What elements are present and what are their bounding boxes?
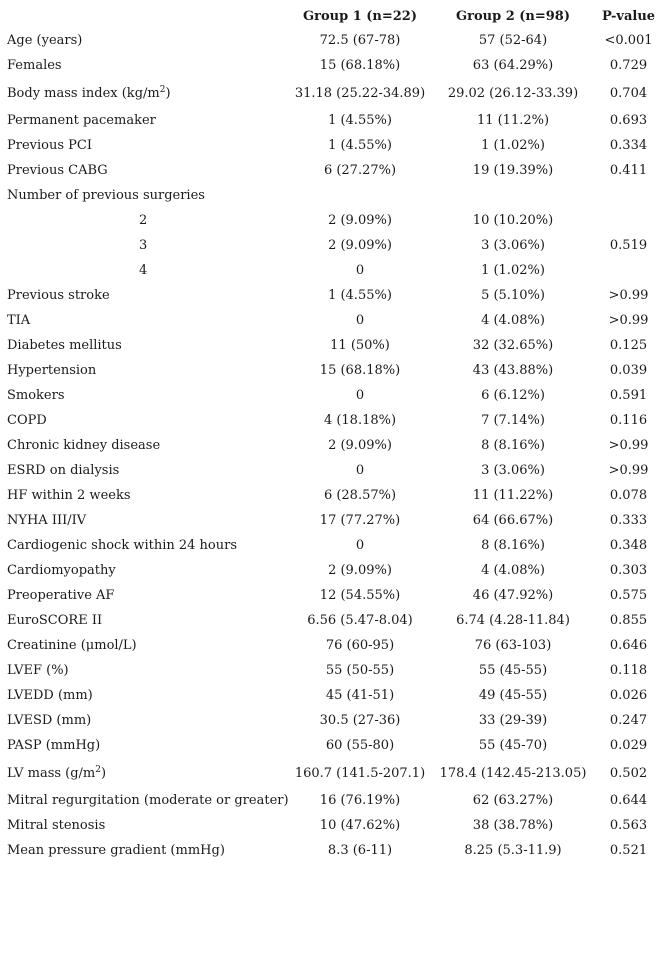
group2-value: 4 (4.08%)	[481, 563, 545, 578]
p-value	[591, 183, 666, 208]
baseline-characteristics-table	[2, 4, 666, 863]
group1-value: 15 (68.18%)	[319, 363, 401, 378]
table-row	[2, 233, 666, 258]
group1-value: 60 (55-80)	[325, 738, 395, 753]
table-row	[2, 308, 666, 333]
table-row	[2, 838, 666, 863]
p-value: 0.591	[609, 388, 648, 403]
row-label: LVESD (mm)	[7, 713, 92, 728]
group2-value: 5 (5.10%)	[481, 288, 545, 303]
table-row	[2, 108, 666, 133]
group1-value: 10 (47.62%)	[319, 818, 401, 833]
group2-value: 10 (10.20%)	[472, 213, 554, 228]
row-label-text: LV mass (g/m	[7, 765, 96, 781]
table-row	[2, 383, 666, 408]
group2-value: 6 (6.12%)	[481, 388, 545, 403]
group1-value: 2 (9.09%)	[328, 438, 392, 453]
row-label: Mitral stenosis	[7, 818, 106, 833]
group2-value: 63 (64.29%)	[472, 58, 554, 73]
group1-value: 0	[355, 388, 365, 403]
row-label	[2, 758, 285, 788]
group2-value: 6.74 (4.28-11.84)	[456, 613, 570, 628]
p-value: 0.116	[609, 413, 648, 428]
group1-value: 160.7 (141.5-207.1)	[294, 765, 426, 781]
group2-value: 38 (38.78%)	[472, 818, 554, 833]
table-row	[2, 583, 666, 608]
row-label: Cardiomyopathy	[7, 563, 116, 578]
table-row	[2, 333, 666, 358]
group2-value: 8 (8.16%)	[481, 438, 545, 453]
row-label: Mitral regurgitation (moderate or greater)	[7, 793, 289, 808]
group1-value: 0	[355, 538, 365, 553]
row-label: Previous CABG	[7, 163, 108, 178]
group1-value: 0	[355, 263, 365, 278]
table-row	[2, 458, 666, 483]
group1-value: 2 (9.09%)	[328, 238, 392, 253]
table-row	[2, 133, 666, 158]
p-value: 0.693	[609, 113, 648, 128]
row-label: NYHA III/IV	[7, 513, 87, 528]
p-value: 0.563	[609, 818, 648, 833]
row-label: HF within 2 weeks	[7, 488, 131, 503]
p-value: 0.644	[609, 793, 648, 808]
group2-value: 43 (43.88%)	[472, 363, 554, 378]
group2-value: 178.4 (142.45-213.05)	[439, 765, 587, 781]
group1-value: 16 (76.19%)	[319, 793, 401, 808]
row-label: Diabetes mellitus	[7, 338, 122, 353]
row-label: Mean pressure gradient (mmHg)	[7, 843, 225, 858]
row-label-superscript: 2	[95, 764, 101, 775]
p-value: 0.039	[609, 363, 648, 378]
row-label: COPD	[7, 413, 47, 428]
group2-value: 57 (52-64)	[478, 33, 548, 48]
table-row	[2, 633, 666, 658]
table-row	[2, 28, 666, 53]
p-value: >0.99	[608, 313, 649, 328]
group1-value: 2 (9.09%)	[328, 213, 392, 228]
row-label-end: )	[101, 765, 107, 781]
table-row	[2, 258, 666, 283]
group1-value: 1 (4.55%)	[328, 113, 392, 128]
group2-value: 55 (45-55)	[478, 663, 548, 678]
p-value: >0.99	[608, 463, 649, 478]
p-value: 0.575	[609, 588, 648, 603]
table-row	[2, 53, 666, 78]
row-label: Previous stroke	[7, 288, 110, 303]
row-label: Age (years)	[7, 33, 83, 48]
row-label: 4	[139, 263, 148, 278]
table-row	[2, 208, 666, 233]
row-label: LVEDD (mm)	[7, 688, 93, 703]
group2-value: 29.02 (26.12-33.39)	[447, 85, 579, 101]
group2-value: 55 (45-70)	[478, 738, 548, 753]
row-label: Preoperative AF	[7, 588, 115, 603]
group1-value: 31.18 (25.22-34.89)	[294, 85, 426, 101]
table-row	[2, 608, 666, 633]
table-row	[2, 78, 666, 108]
row-label: Previous PCI	[7, 138, 92, 153]
header-pvalue: P-value	[601, 8, 656, 24]
row-label: LVEF (%)	[7, 663, 69, 678]
group2-value: 8 (8.16%)	[481, 538, 545, 553]
group2-value: 1 (1.02%)	[481, 138, 545, 153]
p-value: 0.521	[609, 843, 648, 858]
group1-value: 12 (54.55%)	[319, 588, 401, 603]
table-row	[2, 183, 666, 208]
group2-value: 3 (3.06%)	[481, 238, 545, 253]
row-label: Females	[7, 58, 62, 73]
p-value: 0.334	[609, 138, 648, 153]
row-label: Chronic kidney disease	[7, 438, 161, 453]
group2-value: 49 (45-55)	[478, 688, 548, 703]
group2-value: 64 (66.67%)	[472, 513, 554, 528]
group2-value: 19 (19.39%)	[472, 163, 554, 178]
group2-value: 8.25 (5.3-11.9)	[464, 843, 562, 858]
row-label: Smokers	[7, 388, 65, 403]
header-group2: Group 2 (n=98)	[456, 8, 570, 24]
p-value: 0.029	[609, 738, 648, 753]
row-label: 3	[139, 238, 148, 253]
table-row	[2, 683, 666, 708]
p-value: 0.519	[609, 238, 648, 253]
group1-value: 72.5 (67-78)	[319, 33, 401, 48]
group1-value: 1 (4.55%)	[328, 138, 392, 153]
group2-value: 3 (3.06%)	[481, 463, 545, 478]
group1-value: 8.3 (6-11)	[327, 843, 393, 858]
table-row	[2, 758, 666, 788]
row-label: TIA	[7, 313, 31, 328]
group1-value: 1 (4.55%)	[328, 288, 392, 303]
table-row	[2, 508, 666, 533]
group2-value: 46 (47.92%)	[472, 588, 554, 603]
row-label: Permanent pacemaker	[7, 113, 156, 128]
p-value: 0.855	[609, 613, 648, 628]
table-row	[2, 533, 666, 558]
table-row	[2, 558, 666, 583]
table-row	[2, 733, 666, 758]
group1-value: 6.56 (5.47-8.04)	[307, 613, 413, 628]
p-value: 0.247	[609, 713, 648, 728]
group1-value: 0	[355, 313, 365, 328]
table-row	[2, 408, 666, 433]
table-row	[2, 358, 666, 383]
table-row	[2, 813, 666, 838]
group2-value: 11 (11.2%)	[476, 113, 550, 128]
table-row	[2, 708, 666, 733]
p-value: 0.333	[609, 513, 648, 528]
p-value: 0.704	[609, 85, 648, 101]
group1-value: 6 (27.27%)	[323, 163, 397, 178]
group2-value: 62 (63.27%)	[472, 793, 554, 808]
p-value: 0.646	[609, 638, 648, 653]
p-value: 0.502	[609, 765, 648, 781]
group2-value: 7 (7.14%)	[481, 413, 545, 428]
p-value: <0.001	[604, 33, 653, 48]
group1-value: 45 (41-51)	[325, 688, 395, 703]
group2-value: 76 (63-103)	[474, 638, 552, 653]
p-value: >0.99	[608, 288, 649, 303]
p-value: 0.348	[609, 538, 648, 553]
group2-value: 33 (29-39)	[478, 713, 548, 728]
group2-value: 4 (4.08%)	[481, 313, 545, 328]
group1-value: 4 (18.18%)	[323, 413, 397, 428]
row-label: 2	[139, 213, 148, 228]
p-value: 0.729	[609, 58, 648, 73]
row-label-superscript: 2	[159, 84, 166, 95]
row-label: Hypertension	[7, 363, 97, 378]
group1-value: 0	[355, 463, 365, 478]
p-value: 0.026	[609, 688, 648, 703]
p-value: 0.118	[609, 663, 648, 678]
group1-value: 6 (28.57%)	[323, 488, 397, 503]
table-row	[2, 483, 666, 508]
row-label: Number of previous surgeries	[7, 188, 205, 203]
p-value: 0.303	[609, 563, 648, 578]
p-value: 0.125	[609, 338, 648, 353]
table-row	[2, 788, 666, 813]
table-row	[2, 283, 666, 308]
p-value: 0.411	[609, 163, 648, 178]
group1-value: 30.5 (27-36)	[319, 713, 401, 728]
row-label-text: Body mass index (kg/m	[7, 85, 160, 101]
group1-value: 11 (50%)	[330, 338, 390, 353]
row-label: EuroSCORE II	[7, 613, 103, 628]
table-row	[2, 158, 666, 183]
row-label: PASP (mmHg)	[7, 738, 101, 753]
table-row	[2, 433, 666, 458]
row-label	[2, 78, 285, 108]
row-label: Cardiogenic shock within 24 hours	[7, 538, 238, 553]
group1-value: 15 (68.18%)	[319, 58, 401, 73]
p-value: >0.99	[608, 438, 649, 453]
group2-value: 1 (1.02%)	[481, 263, 545, 278]
table-body	[2, 28, 666, 863]
row-label-end: )	[165, 85, 171, 101]
group1-value: 55 (50-55)	[325, 663, 395, 678]
row-label: ESRD on dialysis	[7, 463, 120, 478]
group1-value	[285, 183, 435, 208]
group1-value: 17 (77.27%)	[319, 513, 401, 528]
table-header-row	[2, 4, 666, 28]
header-label	[2, 4, 285, 28]
group2-value	[435, 183, 591, 208]
p-value: 0.078	[609, 488, 648, 503]
group2-value: 32 (32.65%)	[472, 338, 554, 353]
group1-value: 2 (9.09%)	[328, 563, 392, 578]
table-row	[2, 658, 666, 683]
header-group1: Group 1 (n=22)	[303, 8, 417, 24]
row-label: Creatinine (μmol/L)	[7, 638, 137, 653]
group1-value: 76 (60-95)	[325, 638, 395, 653]
group2-value: 11 (11.22%)	[472, 488, 554, 503]
